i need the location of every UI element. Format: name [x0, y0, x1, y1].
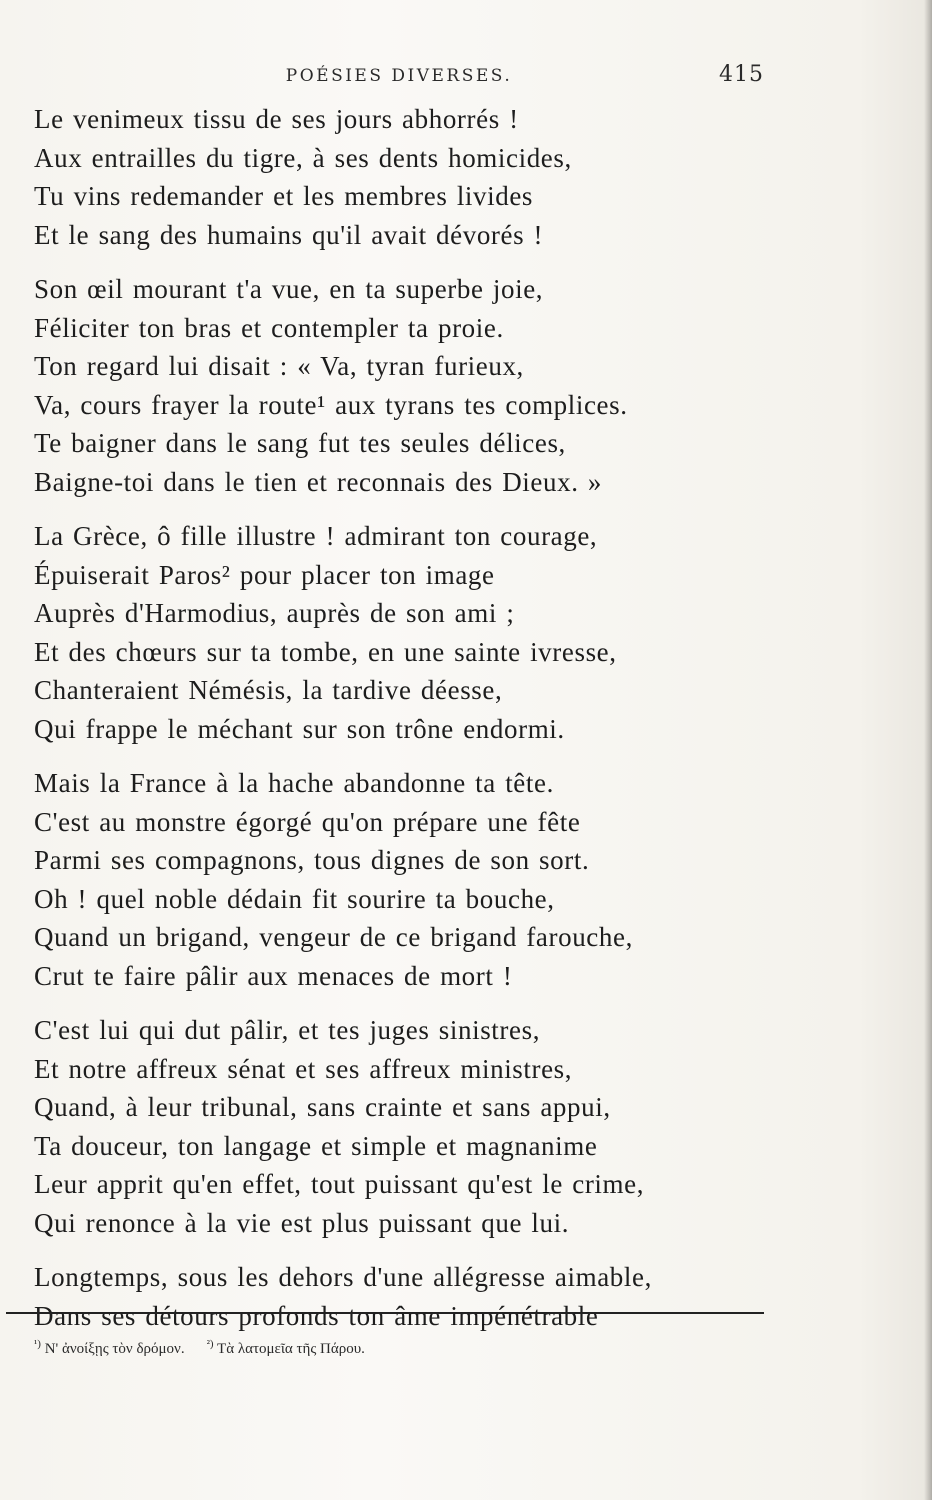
verse-line: C'est au monstre égorgé qu'on prépare une fête: [34, 806, 581, 837]
verse-line: Épuiserait Paros² pour placer ton image: [34, 559, 495, 590]
stanza: [34, 517, 774, 748]
verse-line: Tu vins redemander et les membres livides: [34, 181, 534, 211]
poem-body: [34, 100, 774, 1351]
verse-line: Va, cours frayer la route¹ aux tyrans tes complices.: [34, 389, 628, 420]
verse-line: Et des chœurs sur ta tombe, en une sainte ivresse,: [34, 636, 617, 667]
footnote-mark: ²): [206, 1338, 214, 1350]
footnote-text: Ν' ἀνοίξῃς τὸν δρόμον.: [44, 1341, 185, 1357]
running-head: [34, 62, 764, 92]
verse-line: Le venimeux tissu de ses jours abhorrés !: [34, 104, 519, 134]
verse-line: Mais la France à la hache abandonne ta tête.: [34, 768, 554, 798]
verse-line: Longtemps, sous les dehors d'une allégresse aimable,: [34, 1262, 652, 1292]
verse-line: Ta douceur, ton langage et simple et magnanime: [34, 1130, 598, 1161]
verse-line: Et notre affreux sénat et ses affreux ministres,: [34, 1053, 573, 1084]
stanza: [34, 764, 774, 995]
verse-line: Dans ses détours profonds ton âme impénétrable: [34, 1300, 599, 1331]
verse-line: Parmi ses compagnons, tous dignes de son sort.: [34, 845, 590, 875]
verse-line: Son œil mourant t'a vue, en ta superbe joie,: [34, 274, 544, 304]
verse-line: Ton regard lui disait : « Va, tyran furieux,: [34, 351, 524, 381]
verse-line: Chanteraient Némésis, la tardive déesse,: [34, 675, 503, 705]
stanza: [34, 1011, 774, 1242]
verse-line: Féliciter ton bras et contempler ta proie.: [34, 312, 504, 343]
verse-line: Et le sang des humains qu'il avait dévorés !: [34, 219, 544, 250]
verse-line: Baigne-toi dans le tien et reconnais des Dieux. »: [34, 466, 602, 497]
footnote-rule: [6, 1312, 764, 1314]
verse-line: Aux entrailles du tigre, à ses dents homicides,: [34, 142, 572, 173]
footnote: [207, 1338, 365, 1358]
verse-line: La Grèce, ô fille illustre ! admirant ton courage,: [34, 521, 598, 551]
verse-line: Quand un brigand, vengeur de ce brigand farouche,: [34, 922, 633, 952]
footnote: [34, 1338, 185, 1358]
verse-line: Qui renonce à la vie est plus puissant que lui.: [34, 1207, 570, 1238]
stanza: [34, 270, 774, 501]
verse-line: Quand, à leur tribunal, sans crainte et sans appui,: [34, 1092, 611, 1122]
verse-line: Qui frappe le méchant sur son trône endormi.: [34, 713, 565, 744]
page-number: 415: [719, 62, 764, 87]
verse-line: Te baigner dans le sang fut tes seules délices,: [34, 428, 566, 458]
footnote-text: Τὰ λατομεῖα τῆς Πάρου.: [217, 1341, 365, 1357]
verse-line: Oh ! quel noble dédain fit sourire ta bouche,: [34, 883, 555, 914]
stanza: [34, 100, 774, 254]
page-edge-shadow: [924, 0, 932, 1500]
footnote-mark: ¹): [34, 1338, 41, 1350]
running-title: POÉSIES DIVERSES.: [285, 66, 513, 86]
verse-line: Crut te faire pâlir aux menaces de mort !: [34, 960, 513, 991]
verse-line: Leur apprit qu'en effet, tout puissant qu'est le crime,: [34, 1169, 645, 1199]
verse-line: C'est lui qui dut pâlir, et tes juges sinistres,: [34, 1015, 541, 1045]
footnotes: [34, 1338, 774, 1358]
stanza: [34, 1258, 774, 1335]
verse-line: Auprès d'Harmodius, auprès de son ami ;: [34, 598, 515, 628]
